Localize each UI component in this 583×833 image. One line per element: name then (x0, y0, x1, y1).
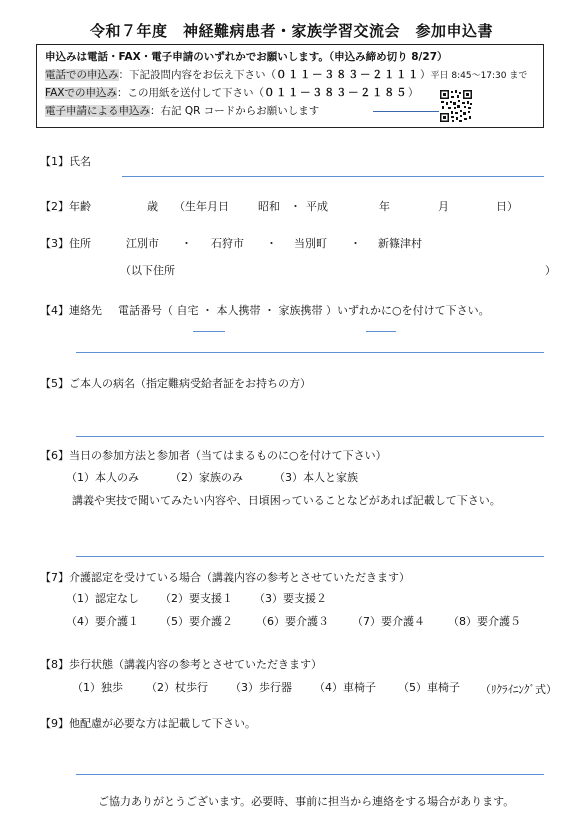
q9-care-label: 【9】他配慮が必要な方は記載して下さい。 (40, 717, 256, 730)
footer-note: ご協力ありがとうございます。必要時、事前に担当から連絡をする場合があります。 (98, 795, 515, 808)
phone-hours: 平日 8:45～17:30 まで (430, 71, 528, 81)
q1-name-label: 【1】氏名 (40, 155, 91, 168)
q4-mark-line-right (366, 331, 396, 332)
q3-other-close: ） (545, 264, 556, 277)
q4-phone-field[interactable] (76, 352, 544, 353)
q6-note-field[interactable] (76, 556, 544, 557)
fax-instruction (45, 85, 418, 100)
q4-mark-line-left (193, 331, 225, 332)
phone-instruction (45, 67, 527, 82)
q7-care-label: 【7】介護認定を受けている場合（講義内容の参考とさせていただきます） (40, 571, 410, 584)
q8-walking-label: 【8】歩行状態（講義内容の参考とさせていただきます） (40, 658, 322, 671)
q2-sai: 歳 (147, 200, 158, 213)
q4-contact-label: 【4】連絡先 (40, 304, 102, 317)
fax-close: ） (407, 87, 419, 99)
q2-age-label: 【2】年齢 (40, 200, 91, 213)
q7-opt-8[interactable]: （8）要介護５ (448, 615, 521, 628)
phone-method-label: 電話での申込み (45, 69, 119, 81)
q1-name-field[interactable] (122, 176, 544, 177)
q3-opt-ishikari[interactable]: 石狩市 (211, 237, 244, 250)
q5-disease-label: 【5】ご本人の病名（指定難病受給者証をお持ちの方） (40, 377, 311, 390)
q8-recline: （ﾘｸﾗｲﾆﾝｸﾞ式） (480, 683, 557, 696)
instruction-main: 申込みは電話・FAX・電子申請のいずれかでお願いします。（申込み締め切り 8/27） (45, 51, 448, 63)
fax-method-label: FAXでの申込み (45, 87, 117, 99)
fax-number: ０１１－３８３－２１８５ (263, 87, 408, 99)
q2-birth: （生年月日 (174, 200, 229, 213)
qr-code-icon[interactable] (439, 89, 473, 123)
q2-day: 日） (496, 200, 518, 213)
q7-opt-3[interactable]: （3）要支援２ (254, 592, 327, 605)
q2-era-showa[interactable]: 昭和 (258, 200, 280, 213)
q6-opt-family[interactable]: （2）家族のみ (170, 471, 243, 484)
q8-opt-2[interactable]: （2）杖歩行 (146, 681, 208, 694)
instruction-box (36, 44, 544, 128)
q4-phone-instruction: 電話番号（ 自宅 ・ 本人携帯 ・ 家族携帯 ）いずれかに○を付けて下さい。 (118, 304, 490, 317)
q2-month: 月 (438, 200, 449, 213)
q6-opt-self[interactable]: （1）本人のみ (66, 471, 139, 484)
page-title: 令和７年度 神経難病患者・家族学習交流会 参加申込書 (89, 22, 493, 40)
q8-opt-4[interactable]: （4）車椅子 (314, 681, 376, 694)
q7-opt-6[interactable]: （6）要介護３ (256, 615, 329, 628)
q7-opt-2[interactable]: （2）要支援１ (160, 592, 233, 605)
q2-era-heisei[interactable]: 平成 (306, 200, 328, 213)
phone-number: ０１１－３８３－２１１１ (276, 69, 420, 81)
q3-other-address[interactable]: （以下住所 (120, 264, 175, 277)
phone-close: ） (420, 69, 431, 81)
q9-care-field[interactable] (76, 774, 544, 775)
q3-dot1: ・ (181, 237, 192, 250)
online-method-label: 電子申請による申込み (45, 105, 150, 117)
q7-opt-7[interactable]: （7）要介護４ (352, 615, 425, 628)
q3-opt-ebetsu[interactable]: 江別市 (126, 237, 159, 250)
phone-method-text: ：下記設問内容をお伝え下さい（ (118, 69, 276, 81)
q8-opt-1[interactable]: （1）独歩 (72, 681, 123, 694)
q3-address-label: 【3】住所 (40, 237, 91, 250)
q3-dot2: ・ (266, 237, 277, 250)
q5-disease-field[interactable] (76, 436, 544, 437)
q6-participation-label: 【6】当日の参加方法と参加者（当てはまるものに○を付けて下さい） (40, 449, 387, 462)
q6-note: 講義や実技で聞いてみたい内容や、日頃困っていることなどがあれば記載して下さい。 (72, 494, 501, 507)
q7-opt-5[interactable]: （5）要介護２ (160, 615, 233, 628)
q2-year: 年 (379, 200, 390, 213)
q3-opt-shinshinotsu[interactable]: 新篠津村 (378, 237, 422, 250)
q3-opt-tobetsu[interactable]: 当別町 (294, 237, 327, 250)
online-instruction (45, 103, 319, 118)
online-method-text: ：右記 QR コードからお願いします (150, 105, 320, 117)
fax-method-text: ：この用紙を送付して下さい（ (116, 87, 264, 99)
q7-opt-1[interactable]: （1）認定なし (66, 592, 139, 605)
q8-opt-3[interactable]: （3）歩行器 (230, 681, 292, 694)
q2-dot: ・ (290, 200, 301, 213)
q3-dot3: ・ (350, 237, 361, 250)
q6-opt-both[interactable]: （3）本人と家族 (274, 471, 358, 484)
q8-opt-5[interactable]: （5）車椅子 (398, 681, 460, 694)
q7-opt-4[interactable]: （4）要介護１ (66, 615, 139, 628)
